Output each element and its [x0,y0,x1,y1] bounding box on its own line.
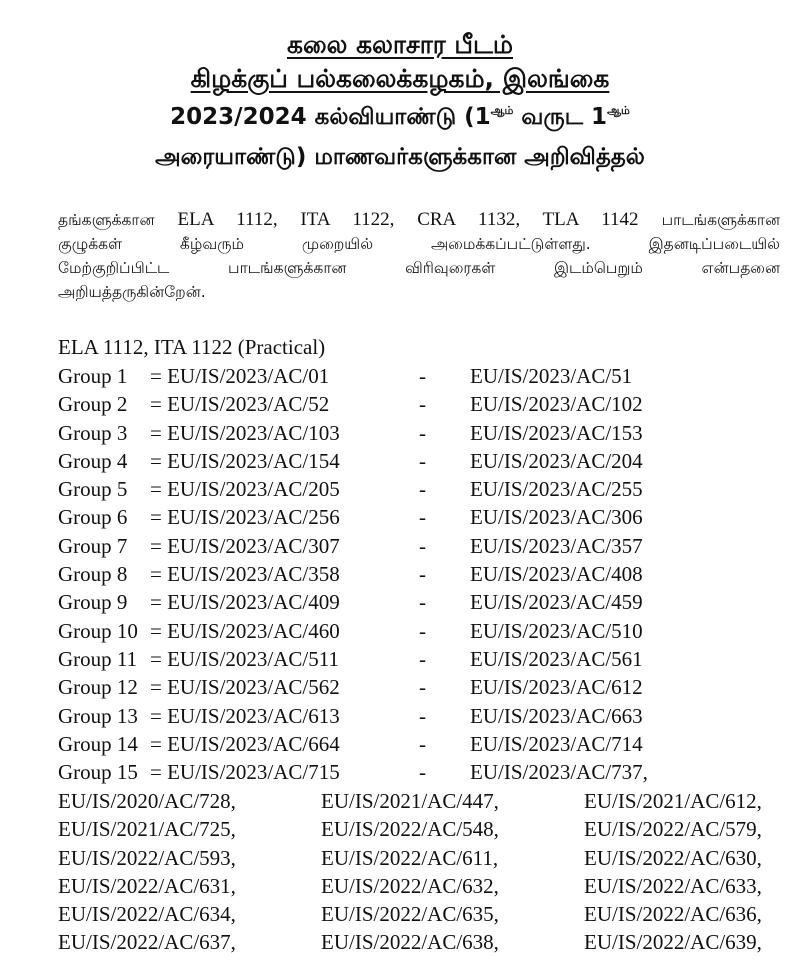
group-range-start: = EU/IS/2023/AC/511 [150,646,339,671]
group-range-end: EU/IS/2023/AC/408 [470,562,643,587]
group-label: Group 8 [58,562,128,587]
group-range-start: = EU/IS/2023/AC/562 [150,675,340,700]
group-row [58,505,778,533]
group-range-end: EU/IS/2023/AC/255 [470,477,643,502]
group-list [58,364,778,788]
ordinal-suffix-2: ஆம் [607,104,630,117]
group-label: Group 11 [58,646,138,671]
notice-title: அரையாண்டு) மாணவர்களுக்கான அறிவித்தல் [155,144,645,170]
academic-year-text: 2023/2024 கல்வியாண்டு (1 [170,104,491,130]
range-dash: - [419,703,426,728]
group-range-end: EU/IS/2023/AC/153 [470,420,643,445]
group-range-end: EU/IS/2023/AC/357 [470,533,643,558]
group-range-start: = EU/IS/2023/AC/256 [150,505,340,530]
range-dash: - [419,364,426,388]
group-row [58,449,778,477]
group-label: Group 6 [58,505,128,530]
group-row [58,647,778,675]
registration-number: EU/IS/2021/AC/447, [321,789,499,813]
group-range-end: EU/IS/2023/AC/510 [470,618,643,643]
group-row [58,760,778,788]
intro-line-4: அறியத்தருகின்றேன். [58,283,206,301]
range-dash: - [419,420,426,445]
group-row [58,562,778,590]
group-range-end: EU/IS/2023/AC/663 [470,703,643,728]
group-label: Group 1 [58,364,128,388]
range-dash: - [419,505,426,530]
group-label: Group 12 [58,675,138,700]
registration-number: EU/IS/2022/AC/548, [321,817,499,842]
group-label: Group 14 [58,731,138,756]
faculty-title: கலை கலாசார பீடம் [286,30,514,59]
group-range-end: EU/IS/2023/AC/102 [470,392,643,417]
group-label: Group 3 [58,420,128,445]
university-title: கிழக்குப் பல்கலைக்கழகம், இலங்கை [190,64,610,93]
registration-number: EU/IS/2020/AC/728, [58,789,236,813]
registration-number: EU/IS/2022/AC/634, [58,902,236,927]
group-label: Group 13 [58,703,138,728]
registration-number: EU/IS/2021/AC/725, [58,817,236,842]
group-range-start: = EU/IS/2023/AC/01 [150,364,330,388]
registration-number: EU/IS/2022/AC/632, [321,873,499,898]
group-label: Group 4 [58,448,128,473]
group-range-end: EU/IS/2023/AC/561 [470,646,643,671]
group-range-start: = EU/IS/2023/AC/205 [150,477,340,502]
group-range-end: EU/IS/2023/AC/204 [470,448,643,473]
group-range-start: = EU/IS/2023/AC/715 [150,760,340,785]
group-range-start: = EU/IS/2023/AC/460 [150,618,340,643]
intro-text-a: தங்களுக்கான [58,211,178,229]
additional-registration-list [58,789,788,959]
group-range-start: = EU/IS/2023/AC/409 [150,590,340,615]
group-row [58,590,778,618]
group-row [58,534,778,562]
group-row [58,477,778,505]
group-row [58,392,778,420]
registration-number: EU/IS/2022/AC/637, [58,930,236,955]
section-title: ELA 1112, ITA 1122 (Practical) [58,335,326,359]
intro-text-b: பாடங்களுக்கான [638,211,780,229]
group-range-start: = EU/IS/2023/AC/307 [150,533,340,558]
group-label: Group 5 [58,477,128,502]
intro-line-2: குழுக்கள் கீழ்வரும் முறையில் அமைக்கப்பட்டுள்ளது. இதனடிப்படையில் [58,235,780,253]
range-dash: - [419,533,426,558]
group-range-end: EU/IS/2023/AC/459 [470,590,643,615]
intro-line-3: மேற்குறிப்பிட்ட பாடங்களுக்கான விரிவுரைகள் இடம்பெறும் என்பதனை [58,259,780,277]
group-row [58,619,778,647]
group-label: Group 10 [58,618,138,643]
group-row [58,704,778,732]
range-dash: - [419,392,426,417]
academic-year-line [0,104,800,133]
group-range-start: = EU/IS/2023/AC/52 [150,392,330,417]
registration-number: EU/IS/2022/AC/638, [321,930,499,955]
registration-row [58,817,788,845]
registration-row [58,902,788,930]
intro-paragraph [58,208,780,304]
range-dash: - [419,562,426,587]
group-row [58,364,778,392]
group-row [58,675,778,703]
registration-number: EU/IS/2022/AC/635, [321,902,499,927]
group-range-end: EU/IS/2023/AC/737, [470,760,648,785]
registration-number: EU/IS/2022/AC/630, [584,845,762,870]
registration-number: EU/IS/2022/AC/611, [321,845,499,870]
ordinal-suffix-1: ஆம் [490,104,514,117]
registration-row [58,930,788,958]
registration-number: EU/IS/2022/AC/631, [58,873,236,898]
registration-number: EU/IS/2022/AC/579, [584,817,762,842]
range-dash: - [419,590,426,615]
registration-row [58,789,788,817]
registration-number: EU/IS/2022/AC/633, [584,873,762,898]
group-range-end: EU/IS/2023/AC/51 [470,364,633,388]
range-dash: - [419,675,426,700]
group-range-end: EU/IS/2023/AC/714 [470,731,643,756]
range-dash: - [419,760,426,785]
group-range-start: = EU/IS/2023/AC/154 [150,448,340,473]
intro-line-1 [58,208,780,232]
group-row [58,732,778,760]
group-range-end: EU/IS/2023/AC/612 [470,675,643,700]
group-range-start: = EU/IS/2023/AC/613 [150,703,340,728]
group-row [58,421,778,449]
group-range-start: = EU/IS/2023/AC/103 [150,420,340,445]
group-label: Group 9 [58,590,128,615]
group-label: Group 15 [58,760,138,785]
registration-number: EU/IS/2022/AC/593, [58,845,236,870]
group-range-start: = EU/IS/2023/AC/664 [150,731,340,756]
group-range-start: = EU/IS/2023/AC/358 [150,562,340,587]
group-range-end: EU/IS/2023/AC/306 [470,505,643,530]
year-semester-text: வருட 1 [513,104,608,130]
range-dash: - [419,448,426,473]
registration-number: EU/IS/2022/AC/639, [584,930,762,955]
range-dash: - [419,646,426,671]
registration-row [58,846,788,874]
registration-number: EU/IS/2022/AC/636, [584,902,762,927]
range-dash: - [419,731,426,756]
group-label: Group 7 [58,533,128,558]
registration-number: EU/IS/2021/AC/612, [584,789,762,813]
group-label: Group 2 [58,392,128,417]
registration-row [58,874,788,902]
range-dash: - [419,477,426,502]
course-codes: ELA 1112, ITA 1122, CRA 1132, TLA 1142 [177,209,639,230]
range-dash: - [419,618,426,643]
